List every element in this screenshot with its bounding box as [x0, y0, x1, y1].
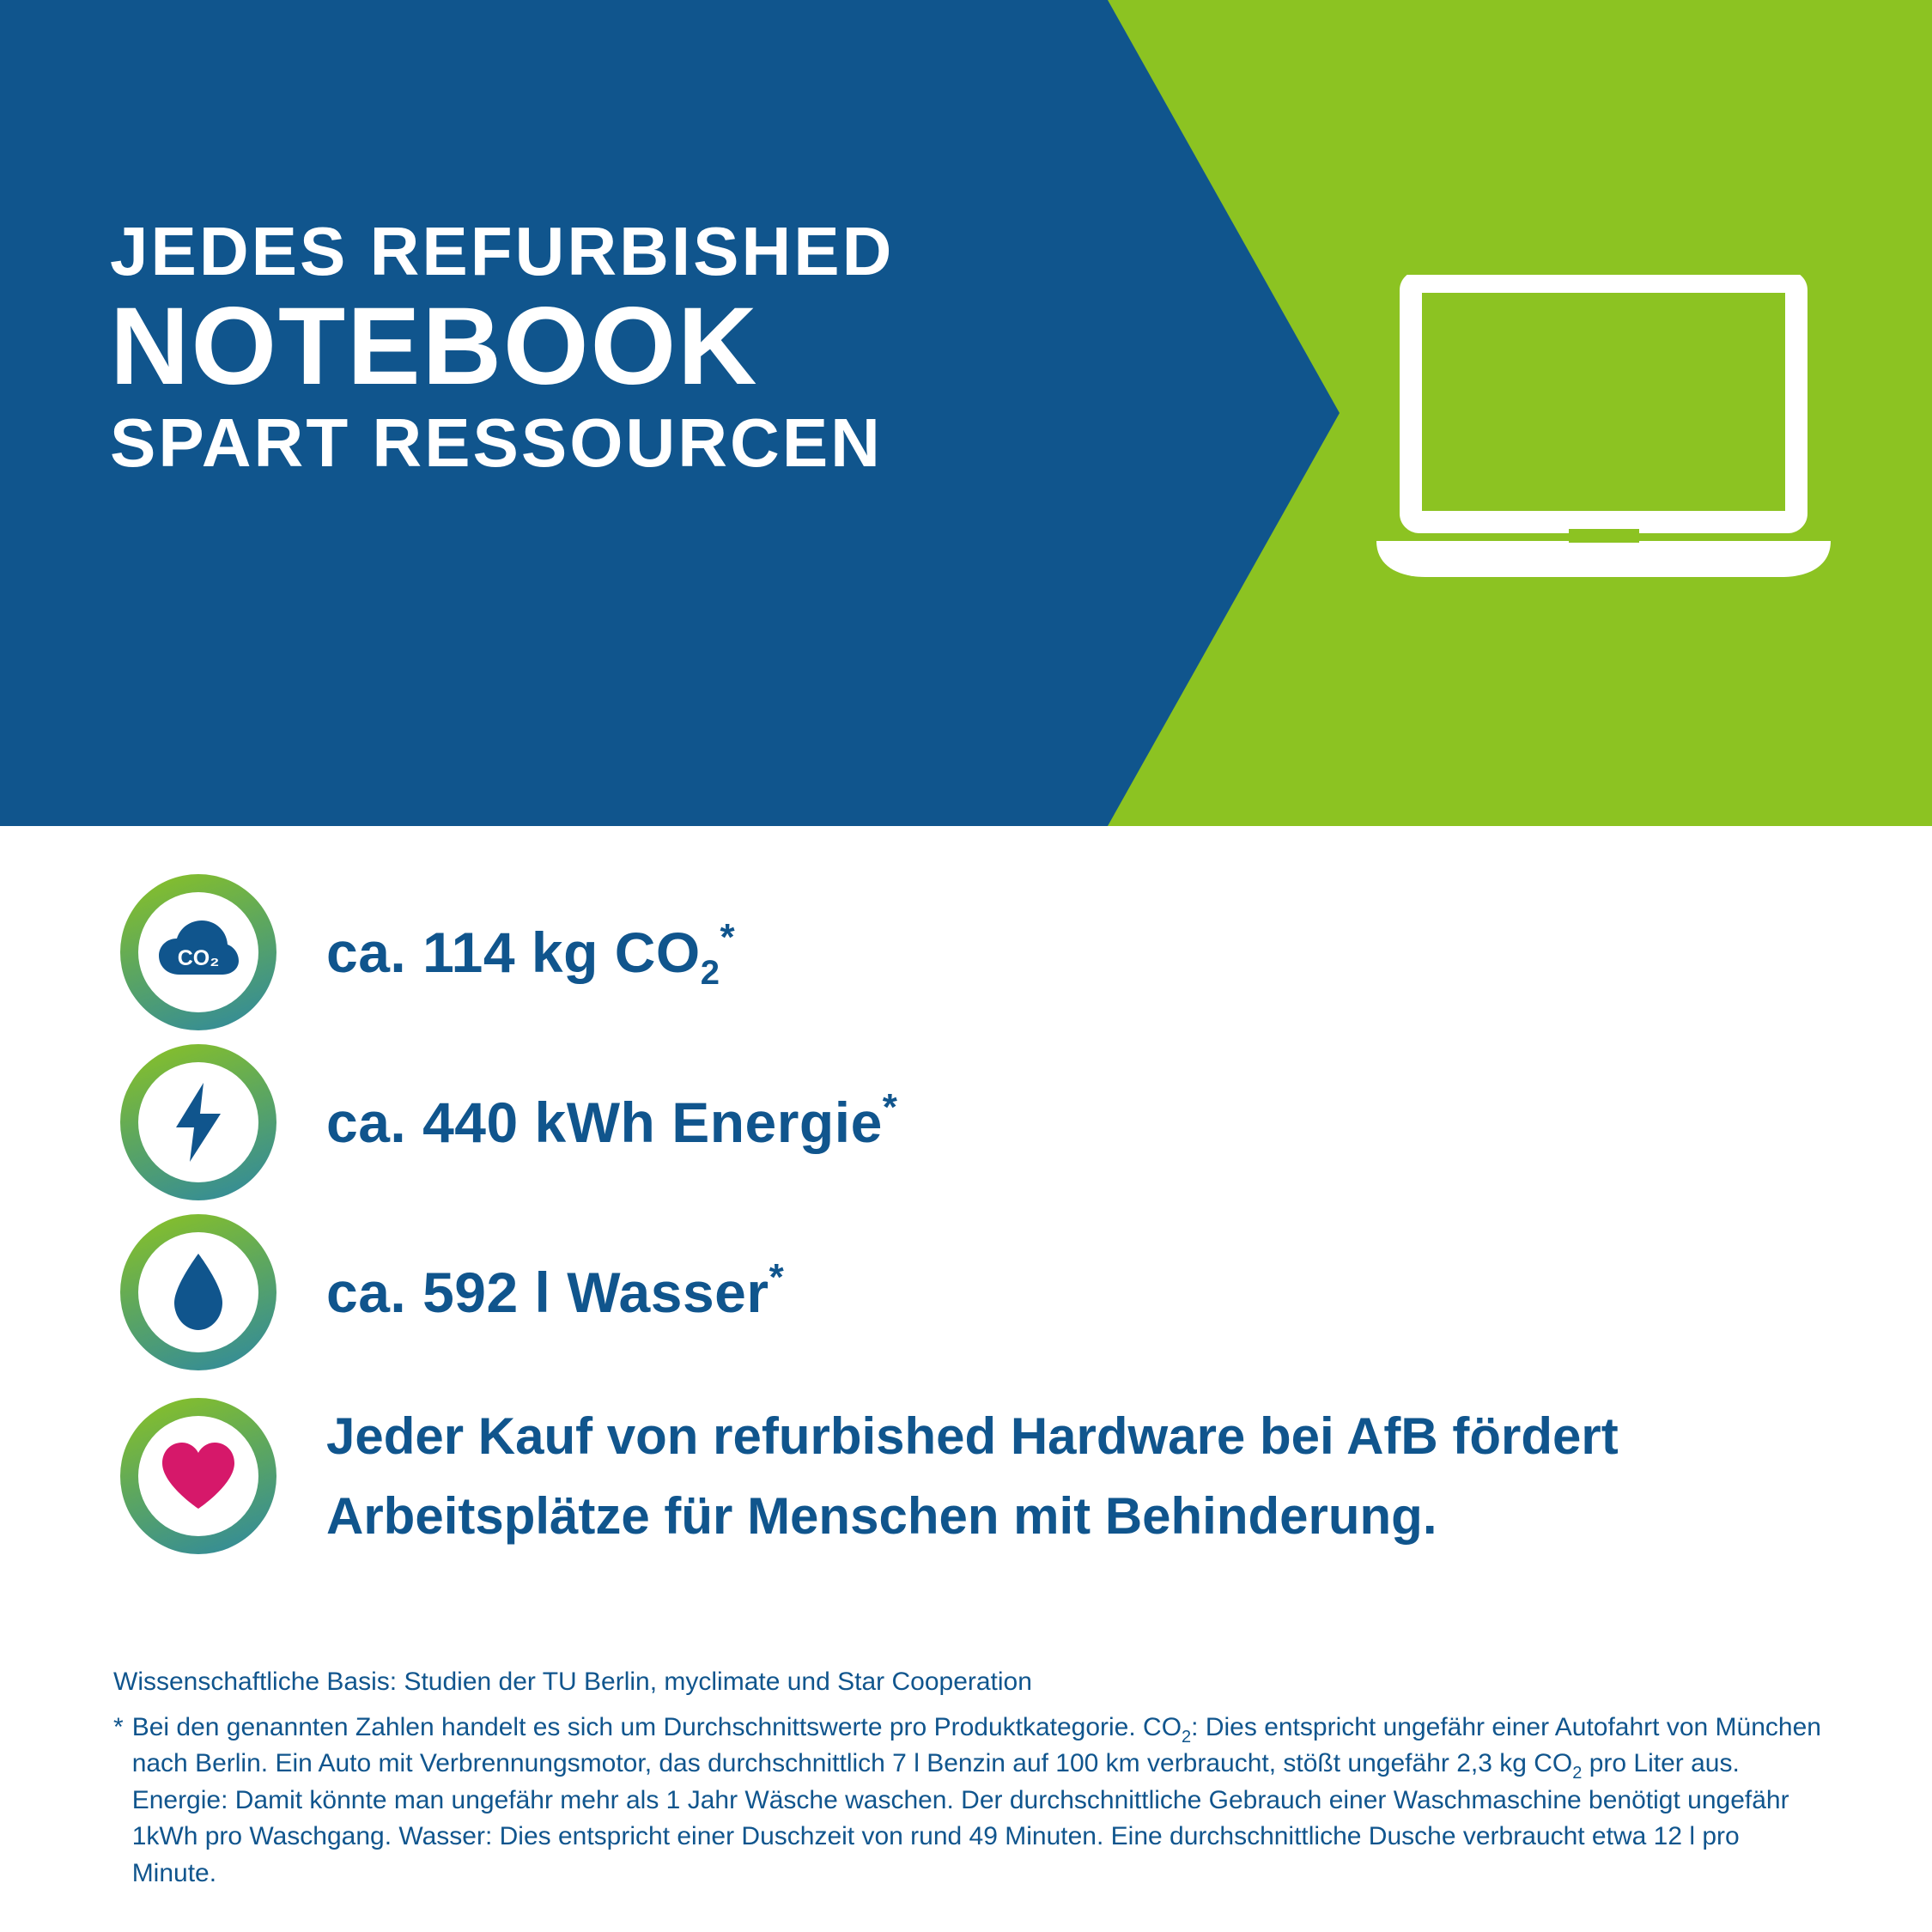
headline-line-3: SPART RESSOURCEN [110, 404, 883, 482]
fact-label-water [326, 1256, 785, 1325]
heart-icon [159, 1440, 238, 1512]
badge-inner [138, 1416, 258, 1536]
svg-text:CO₂: CO₂ [177, 946, 220, 970]
badge-energy [120, 1044, 276, 1200]
footnote-sub-2: 2 [1572, 1764, 1583, 1783]
footnote-part-3: pro Liter aus. Energie: Damit könnte man ungefähr mehr als 1 Jahr Wäsche waschen. Der durchschnittliche Gebrauch einer Waschmaschine benötigt ungefähr 1kWh pro Waschgang. Wasser: Dies entspricht einer Duschzeit von rund 49 Minuten. Eine durchschnittliche Dusche verbraucht etwa 12 l pro Minute. [131, 1749, 1789, 1887]
hero-banner [0, 0, 1932, 826]
badge-inner [138, 1062, 258, 1182]
headline-line-1: JEDES REFURBISHED [110, 213, 895, 289]
footnote-part-2: : Dies entspricht ungefähr einer Autofahrt von München nach Berlin. Ein Auto mit Verbrennungsmotor, das durchschnittlich 7 l Benzin auf 100 km verbraucht, stößt ungefähr 2,3 kg CO [131, 1712, 1821, 1778]
fact-co2-sub: 2 [700, 954, 720, 992]
footnotes [113, 1664, 1822, 1893]
fact-label-co2 [326, 916, 736, 992]
fact-water-star: * [769, 1256, 785, 1298]
footnote-star-mark: * [113, 1712, 124, 1741]
fact-row-energy [0, 1037, 1932, 1207]
co2-cloud-icon [157, 918, 240, 987]
footnote-star-body [132, 1710, 1822, 1893]
fact-co2-star: * [720, 916, 736, 958]
hero-headline [110, 213, 1097, 482]
water-drop-icon [167, 1251, 229, 1334]
facts-list [0, 867, 1932, 1556]
badge-jobs [120, 1398, 276, 1554]
fact-row-jobs [0, 1396, 1932, 1556]
badge-inner [138, 892, 258, 1012]
fact-row-water [0, 1207, 1932, 1377]
laptop-icon [1370, 275, 1838, 584]
fact-co2-text: ca. 114 kg CO [326, 920, 701, 984]
fact-energy-text: ca. 440 kWh Energie [326, 1091, 883, 1154]
fact-energy-star: * [882, 1086, 898, 1128]
footnote-sub-1: 2 [1182, 1727, 1192, 1747]
footnote-star [113, 1710, 1822, 1893]
badge-water [120, 1214, 276, 1370]
fact-label-energy [326, 1086, 898, 1155]
fact-label-jobs: Jeder Kauf von refurbished Hardware bei AfB fördert Arbeitsplätze für Menschen mit Behinderung. [326, 1407, 1619, 1545]
footnote-part-1: Bei den genannten Zahlen handelt es sich um Durchschnittswerte pro Produktkategorie. CO [131, 1712, 1182, 1741]
fact-row-co2 [0, 867, 1932, 1037]
badge-co2 [120, 874, 276, 1030]
headline-line-2: NOTEBOOK [110, 284, 759, 408]
footnote-basis: Wissenschaftliche Basis: Studien der TU Berlin, myclimate und Star Cooperation [113, 1668, 1032, 1696]
lightning-bolt-icon [171, 1081, 226, 1163]
badge-inner [138, 1232, 258, 1352]
fact-water-text: ca. 592 l Wasser [326, 1261, 769, 1324]
